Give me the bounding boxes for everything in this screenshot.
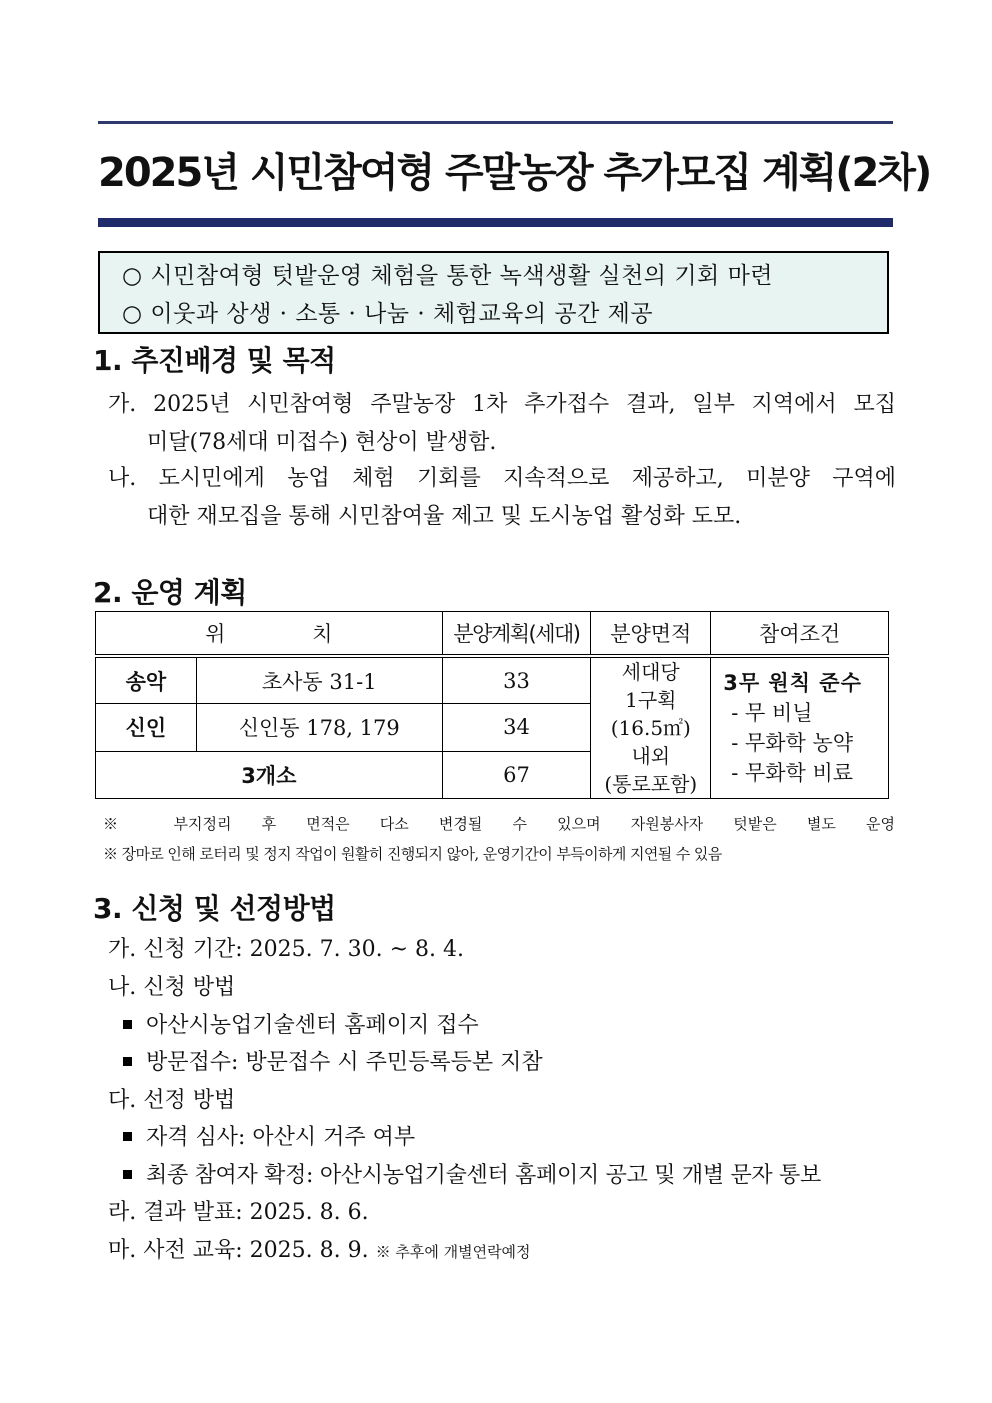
row-region: 신인: [96, 704, 197, 752]
header-area: 분양면적: [591, 612, 711, 657]
row-plan: 33: [442, 656, 591, 704]
header-plan: 분양계획(세대): [442, 612, 591, 657]
condition-cell: [711, 656, 889, 799]
apply-period: 가. 신청 기간: 2025. 7. 30. ~ 8. 4.: [108, 937, 464, 962]
area-line: 세대당: [621, 660, 680, 684]
section2-heading: 2. 운영 계획: [93, 576, 247, 609]
title-bottom-rule: [98, 218, 893, 227]
section1-item-ga-line2: 미달(78세대 미접수) 현상이 발생함.: [147, 430, 497, 455]
row-region: 송악: [96, 656, 197, 704]
pre-education: [108, 1232, 531, 1271]
area-line: 1구획: [625, 688, 677, 712]
bullet-icon: [123, 1170, 132, 1179]
plan-table: [95, 611, 889, 799]
section1-heading: 1. 추진배경 및 목적: [93, 344, 336, 377]
table-row: [96, 656, 889, 704]
area-cell: [591, 656, 711, 799]
selection-method-title: 다. 선정 방법: [108, 1088, 236, 1113]
pre-education-date: 마. 사전 교육: 2025. 8. 9.: [108, 1238, 369, 1263]
row-address: 신인동 178, 179: [196, 704, 442, 752]
selection-method-item: [123, 1119, 415, 1157]
header-condition: 참여조건: [711, 612, 889, 657]
summary-line: ○ 이웃과 상생 · 소통 · 나눔 · 체험교육의 공간 제공: [122, 301, 654, 327]
total-plan: 67: [442, 751, 591, 799]
bullet-icon: [123, 1057, 132, 1066]
apply-method-text: 방문접수: 방문접수 시 주민등록등본 지참: [146, 1050, 543, 1075]
apply-method-item: [123, 1044, 543, 1082]
total-label: 3개소: [96, 751, 443, 799]
bullet-icon: [123, 1132, 132, 1141]
condition-item: - 무화학 비료: [731, 761, 854, 785]
summary-line: ○ 시민참여형 텃밭운영 체험을 통한 녹색생활 실천의 기회 마련: [122, 263, 774, 289]
pre-education-note: ※ 추후에 개별연락예정: [375, 1243, 531, 1261]
title-top-rule: [98, 121, 893, 124]
apply-method-text: 아산시농업기술센터 홈페이지 접수: [146, 1013, 479, 1038]
condition-item: - 무 비닐: [731, 701, 813, 725]
section3-heading: 3. 신청 및 선정방법: [93, 892, 336, 925]
summary-box: [98, 251, 889, 334]
apply-method-title: 나. 신청 방법: [108, 975, 236, 1000]
section1-item-ga-line1: 가. 2025년 시민참여형 주말농장 1차 추가접수 결과, 일부 지역에서 모집: [108, 392, 896, 417]
result-announcement: 라. 결과 발표: 2025. 8. 6.: [108, 1200, 369, 1225]
selection-method-text: 최종 참여자 확정: 아산시농업기술센터 홈페이지 공고 및 개별 문자 통보: [146, 1163, 821, 1188]
selection-method-text: 자격 심사: 아산시 거주 여부: [146, 1125, 416, 1150]
area-line: (통로포함): [604, 772, 698, 796]
row-address: 초사동 31-1: [196, 656, 442, 704]
section1-item-na-line2: 대한 재모집을 통해 시민참여율 제고 및 도시농업 활성화 도모.: [147, 504, 742, 529]
page-title: 2025년 시민참여형 주말농장 추가모집 계획(2차): [98, 150, 931, 196]
header-location: 위 치: [96, 612, 443, 657]
selection-method-item: [123, 1157, 821, 1195]
condition-item: - 무화학 농약: [731, 731, 854, 755]
bullet-icon: [123, 1020, 132, 1029]
note-delay: ※ 장마로 인해 로터리 및 정지 작업이 원활히 진행되지 않아, 운영기간이 부득이하게 지연될 수 있음: [103, 845, 722, 863]
apply-method-item: [123, 1007, 479, 1045]
section1-item-na-line1: 나. 도시민에게 농업 체험 기회를 지속적으로 제공하고, 미분양 구역에: [108, 466, 896, 491]
condition-title: 3무 원칙 준수: [723, 671, 862, 695]
area-line: 내외: [631, 744, 671, 768]
area-line: (16.5㎡): [610, 716, 691, 740]
table-header-row: [96, 612, 889, 657]
note-area-change: ※ 부지정리 후 면적은 다소 변경될 수 있으며 자원봉사자 텃밭은 별도 운영: [103, 815, 895, 833]
row-plan: 34: [442, 704, 591, 752]
